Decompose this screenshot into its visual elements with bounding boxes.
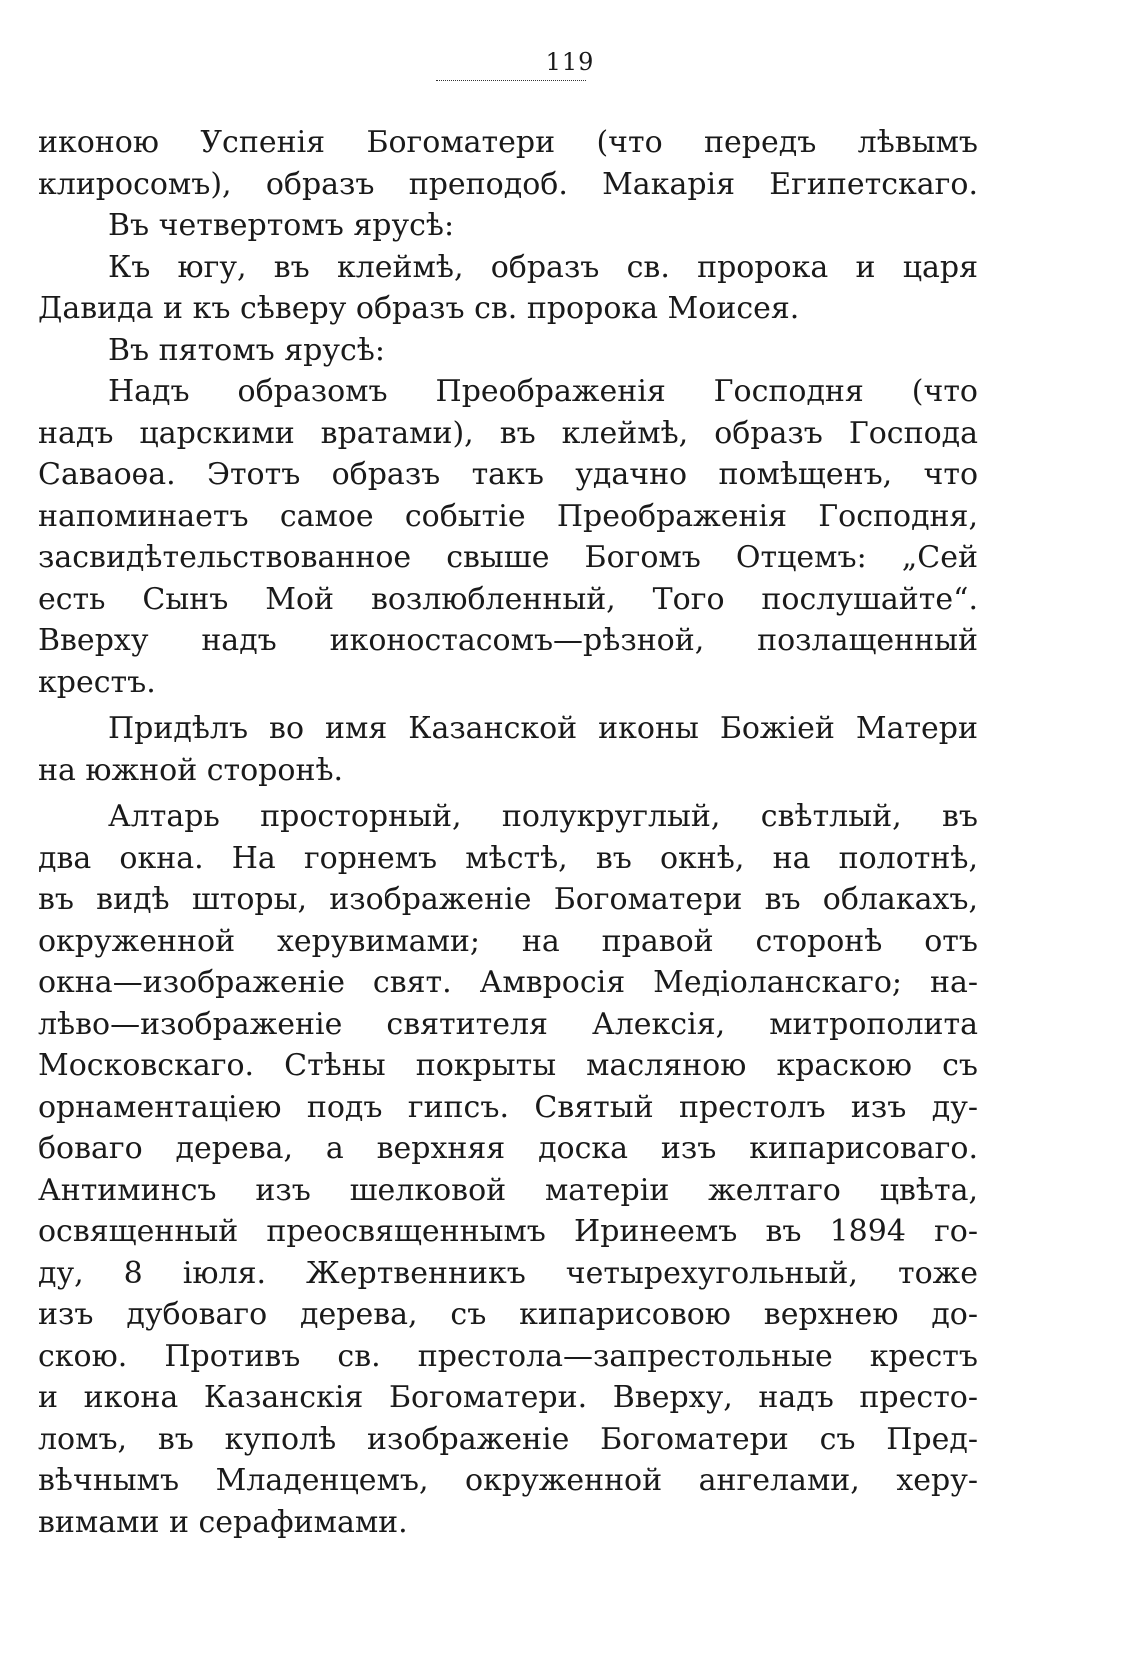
text-line: орнаментаціею подъ гипсъ. Святый престолъ изъ ду- <box>38 1089 978 1125</box>
text-line: ломъ, въ куполѣ изображеніе Богоматери съ Пред- <box>38 1421 978 1457</box>
text-line: напоминаетъ самое событіе Преображенія Господня, <box>38 498 978 534</box>
text-line: Въ четвертомъ ярусѣ: <box>108 208 455 243</box>
text-line: освященный преосвященнымъ Иринеемъ въ 1894 го- <box>38 1214 978 1249</box>
text-line: есть Сынъ Мой возлюбленный, Того послушайте“. <box>38 581 978 617</box>
text-line: Московскаго. Стѣны покрыты масляною краскою съ <box>38 1048 978 1083</box>
page-number-rule <box>436 80 586 81</box>
text-line: окруженной херувимами; на правой сторонѣ отъ <box>38 923 978 959</box>
text-line: лѣво—изображеніе святителя Алексія, митрополита <box>38 1006 978 1042</box>
text-line: надъ царскими вратами), въ клеймѣ, образъ Господа <box>38 415 978 451</box>
text-line: Къ югу, въ клеймѣ, образъ св. пророка и царя <box>108 249 978 285</box>
text-line: Вверху надъ иконостасомъ—рѣзной, позлащенный <box>38 623 978 658</box>
text-line: на южной сторонѣ. <box>38 752 344 788</box>
text-line: Антиминсъ изъ шелковой матеріи желтаго цвѣта, <box>38 1172 978 1208</box>
text-line: изъ дубоваго дерева, съ кипарисовою верхнею до- <box>38 1297 978 1332</box>
text-line: Придѣлъ во имя Казанской иконы Божіей Матери <box>108 711 978 746</box>
text-line: вимами и серафимами. <box>38 1504 408 1540</box>
text-line: скою. Противъ св. престола—запрестольные крестъ <box>38 1338 978 1374</box>
body-text <box>38 122 978 1543</box>
text-line: боваго дерева, а верхняя доска изъ кипарисоваго. <box>38 1131 978 1166</box>
text-line: въ видѣ шторы, изображеніе Богоматери въ облакахъ, <box>38 882 978 917</box>
text-line: Алтарь просторный, полукруглый, свѣтлый, въ <box>108 799 978 834</box>
text-line: иконою Успенія Богоматери (что передъ лѣвымъ <box>38 125 978 160</box>
page-number: 119 <box>545 48 595 76</box>
text-line: ду, 8 іюля. Жертвенникъ четырехугольный, тоже <box>38 1255 978 1291</box>
text-line: окна—изображеніе свят. Амвросія Медіоланскаго; на- <box>38 965 978 1000</box>
text-line: Саваоѳа. Этотъ образъ такъ удачно помѣщенъ, что <box>38 457 978 492</box>
text-line: два окна. На горнемъ мѣстѣ, въ окнѣ, на полотнѣ, <box>38 840 978 876</box>
text-line: крестъ. <box>38 664 156 700</box>
text-line: Въ пятомъ ярусѣ: <box>108 332 385 368</box>
text-line: клиросомъ), образъ преподоб. Макарія Египетскаго. <box>38 166 978 202</box>
text-line: вѣчнымъ Младенцемъ, окруженной ангелами, херу- <box>38 1463 978 1498</box>
text-line: Надъ образомъ Преображенія Господня (что <box>108 374 978 409</box>
text-line: засвидѣтельствованное свыше Богомъ Отцемъ: „Сей <box>38 540 978 575</box>
text-line: и икона Казанскія Богоматери. Вверху, надъ престо- <box>38 1380 978 1415</box>
text-line: Давида и къ сѣверу образъ св. пророка Моисея. <box>38 291 800 326</box>
